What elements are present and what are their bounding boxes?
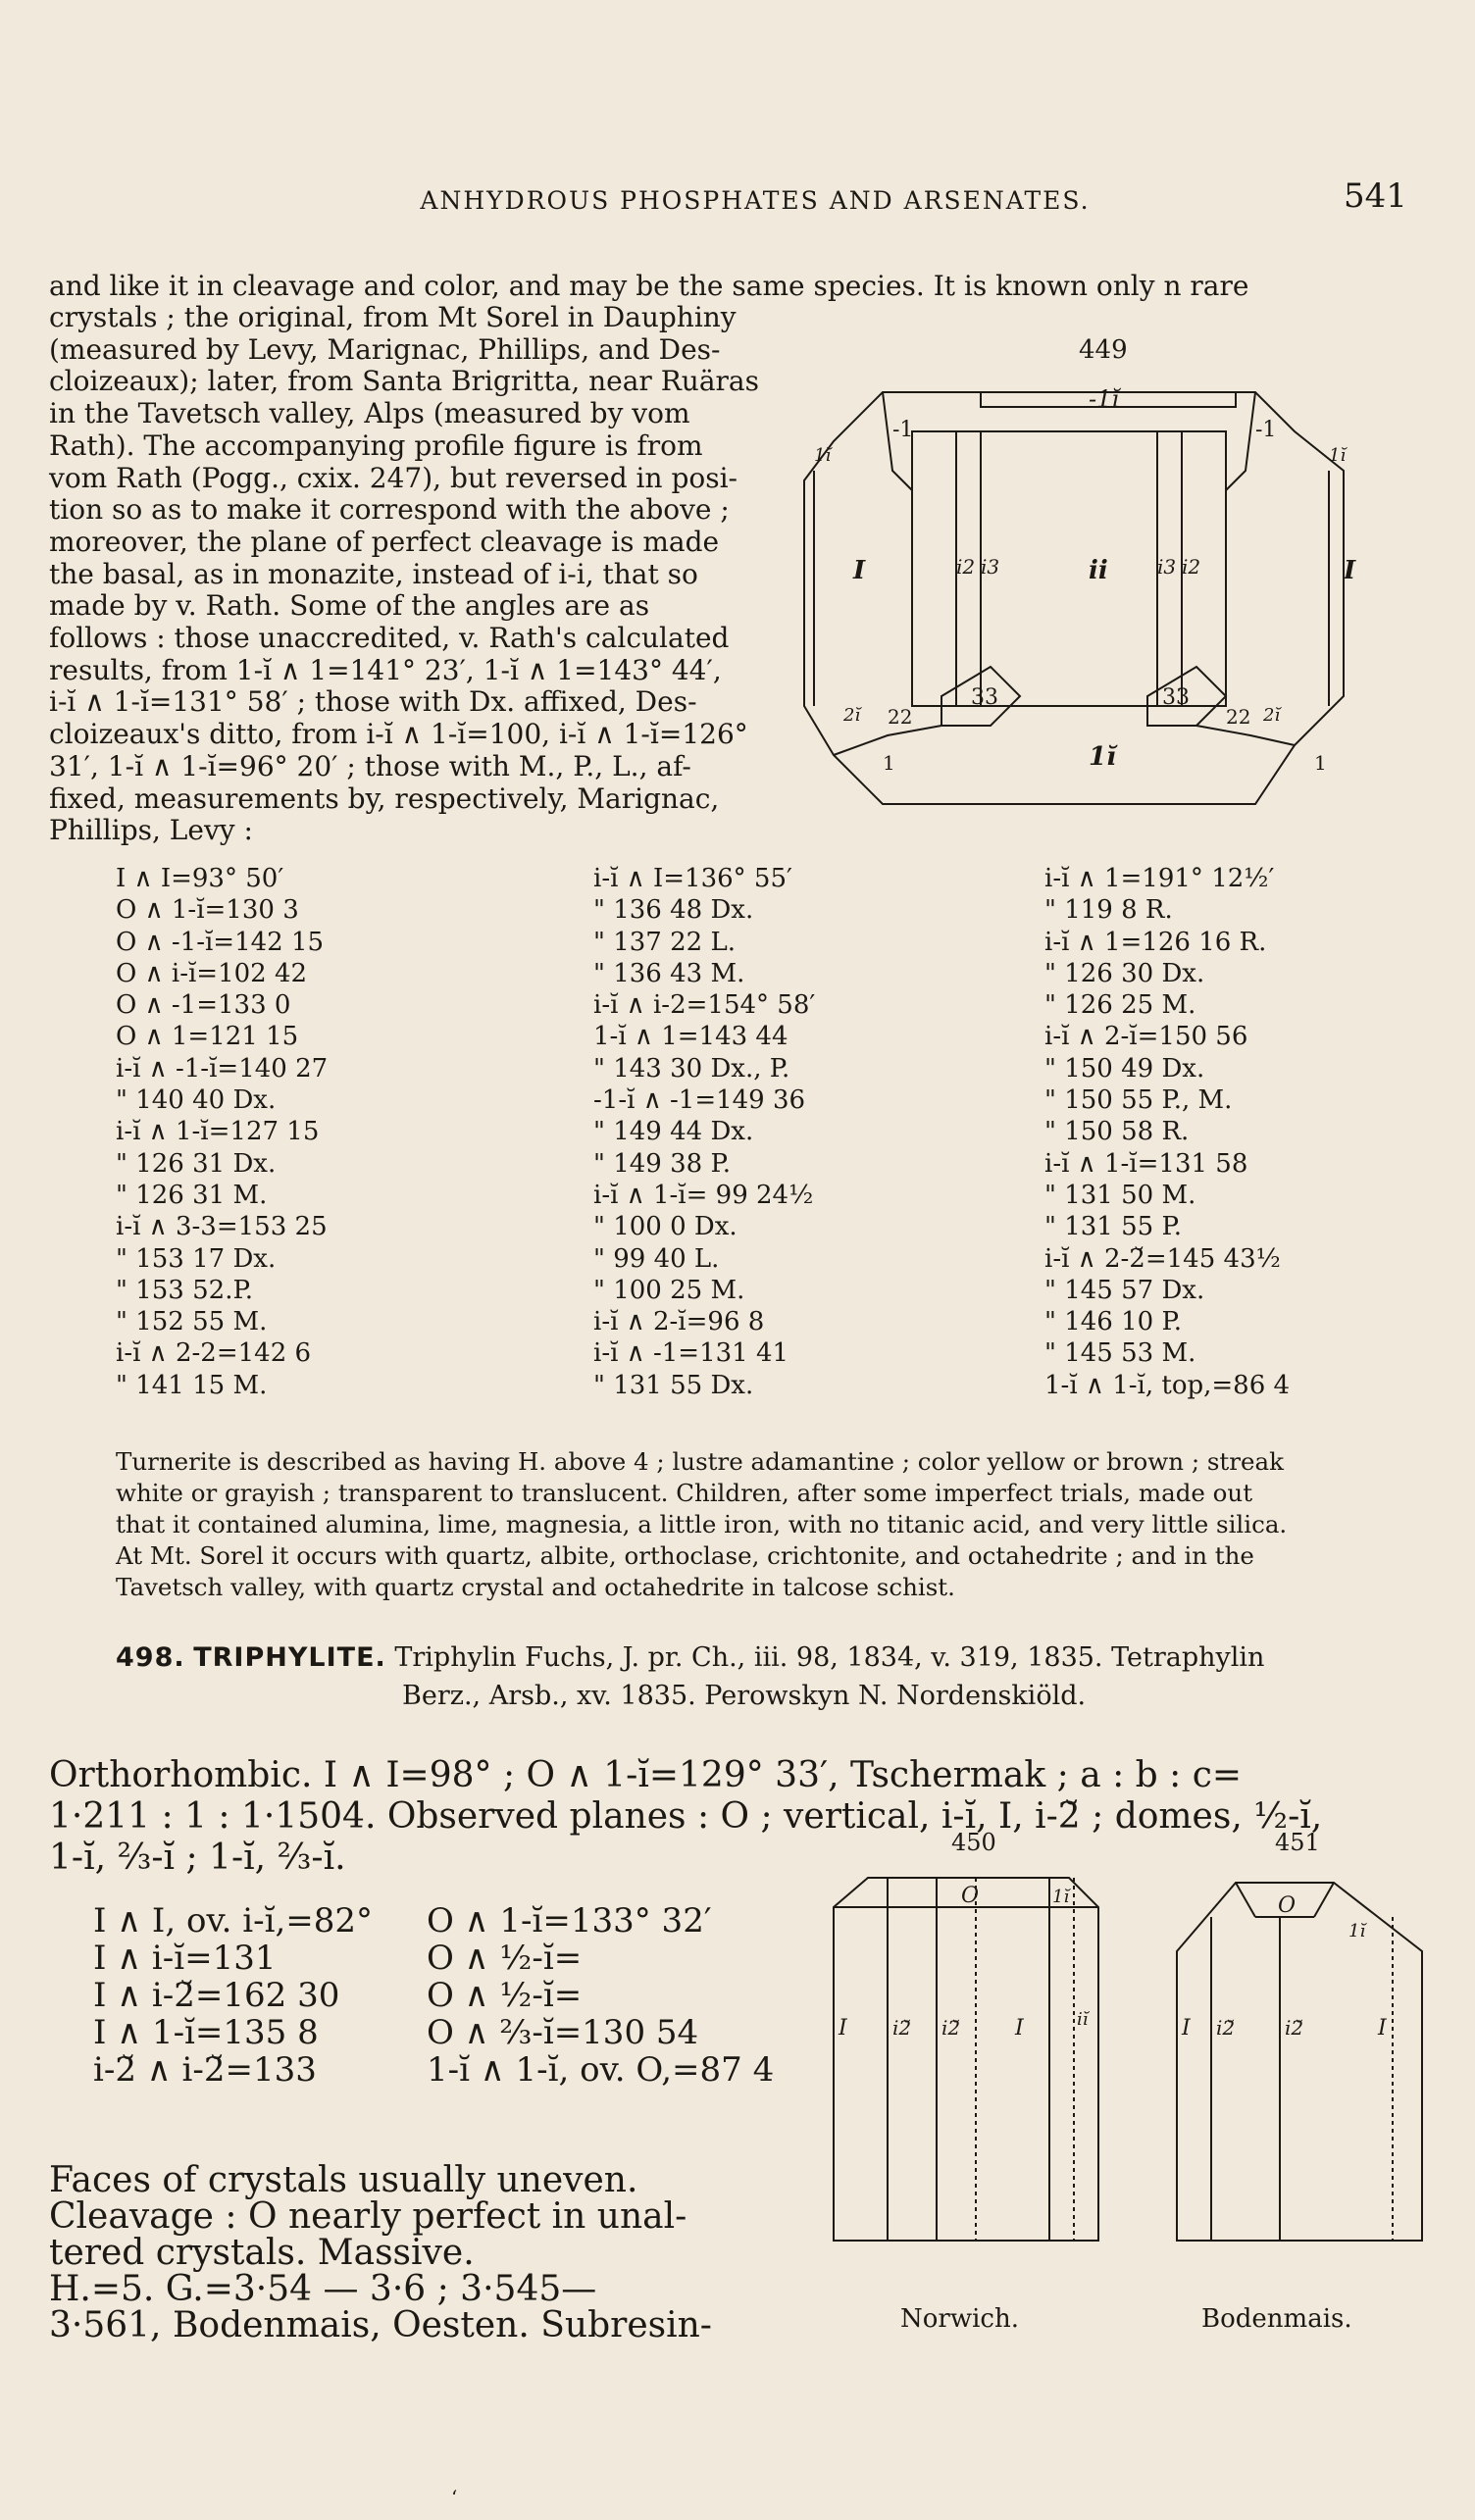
angle-pair-row: [93, 1977, 774, 2014]
angle-row: i-ĭ ∧ -1=131 41: [593, 1338, 789, 1369]
angle-row: " 153 52.P.: [116, 1275, 253, 1305]
angle-row: i-ĭ ∧ I=136° 55′: [593, 864, 792, 893]
angle-row: i-ĭ ∧ 1-ĭ=131 58: [1044, 1148, 1248, 1179]
intro-line: made by v. Rath. Some of the angles are as: [49, 589, 650, 623]
angle-right: 1-ĭ ∧ 1-ĭ, ov. O,=87 4: [427, 2050, 775, 2090]
fig449-label-neg1: -1: [892, 418, 914, 442]
fig449-label-2i: 2ĭ: [843, 705, 861, 726]
angle-left: I ∧ i-2̆=162 30: [93, 1976, 340, 2015]
angle-row: " 131 55 P.: [1044, 1212, 1182, 1242]
intro-line: cloizeaux's ditto, from i-ĭ ∧ 1-ĭ=100, i-ĭ ∧ 1-ĭ=126°: [49, 718, 748, 751]
fig450-label-i2: i2̆: [892, 2016, 912, 2040]
fig450-label-1i: 1ĭ: [1052, 1887, 1070, 1907]
angle-row: 1-ĭ ∧ 1-ĭ, top,=86 4: [1044, 1370, 1291, 1400]
species-heading: [116, 1642, 1264, 1673]
physical-properties: [49, 2162, 712, 2344]
fig451-label-1i: 1ĭ: [1348, 1921, 1366, 1941]
species-name: TRIPHYLITE.: [193, 1642, 386, 1673]
angle-row: i-ĭ ∧ -1-ĭ=140 27: [116, 1053, 329, 1084]
angle-row: " 150 58 R.: [1044, 1117, 1190, 1147]
angle-row: " 119 8 R.: [1044, 895, 1173, 926]
angle-left: i-2̆ ∧ i-2̆=133: [93, 2050, 317, 2090]
paragraph-line: Turnerite is described as having H. above 4 ; lustre adamantine ; color yellow or brown ; streak: [116, 1447, 1284, 1476]
fig450-label-i: I: [839, 2016, 847, 2041]
intro-line: results, from 1-ĭ ∧ 1=141° 23′, 1-ĭ ∧ 1=143° 44′,: [49, 653, 722, 686]
angle-row: O ∧ 1-ĭ=130 3: [116, 895, 299, 926]
fig449-label-i2: i2: [956, 555, 976, 579]
turnerite-paragraph: [116, 1446, 1420, 1603]
fig449-label-neg1: -1: [1255, 418, 1277, 442]
angle-row: " 149 38 P.: [593, 1148, 731, 1179]
triphylite-angles: [93, 1902, 774, 2089]
fig449-label-1: 1: [883, 751, 895, 775]
angle-table-col1: [116, 863, 328, 1401]
fig449-label-33: 33: [971, 685, 998, 710]
intro-line: i-ĭ ∧ 1-ĭ=131° 58′ ; those with Dx. affixed, Des-: [49, 685, 697, 719]
angle-row: " 140 40 Dx.: [116, 1085, 277, 1116]
angle-row: " 143 30 Dx., P.: [593, 1053, 790, 1084]
fig449-label-2i: 2ĭ: [1263, 705, 1281, 726]
angle-row: " 153 17 Dx.: [116, 1243, 277, 1274]
intro-line: fixed, measurements by, respectively, Marignac,: [49, 781, 720, 815]
angle-row: -1-ĭ ∧ -1=149 36: [593, 1085, 806, 1116]
paragraph-line: Tavetsch valley, with quartz crystal and octahedrite in talcose schist.: [116, 1573, 955, 1601]
figure-450-crystal: [824, 1858, 1118, 2250]
intro-line: (measured by Levy, Marignac, Phillips, and Des-: [49, 332, 721, 366]
intro-line: vom Rath (Pogg., cxix. 247), but reversed in posi-: [49, 461, 738, 494]
fig450-label-i2b: i2̆: [941, 2016, 961, 2040]
angle-row: i-ĭ ∧ 1-ĭ= 99 24½: [593, 1180, 814, 1210]
angle-row: " 126 30 Dx.: [1044, 958, 1205, 988]
figure-450-caption: Norwich.: [900, 2304, 1019, 2334]
fig449-label-i-left: I: [853, 556, 866, 585]
angle-row: " 126 31 M.: [116, 1180, 268, 1210]
intro-first-line: and like it in cleavage and color, and may be the same species. It is known only n rare: [49, 270, 1249, 302]
angle-pair-row: [93, 2014, 774, 2051]
paragraph-line: that it contained alumina, lime, magnesia, a little iron, with no titanic acid, and very little silica.: [116, 1510, 1288, 1538]
fig451-label-i-2: I: [1378, 2016, 1387, 2041]
species-number: 498.: [116, 1642, 185, 1673]
angle-row: " 150 49 Dx.: [1044, 1053, 1205, 1084]
angle-row: i-ĭ ∧ 1-ĭ=127 15: [116, 1117, 320, 1147]
ortho-line: Orthorhombic. I ∧ I=98° ; O ∧ 1-ĭ=129° 33′, Tschermak ; a : b : c=: [49, 1755, 1243, 1795]
species-synonymy-1: Triphylin Fuchs, J. pr. Ch., iii. 98, 1834, v. 319, 1835. Tetraphylin: [394, 1642, 1265, 1673]
fig449-label-top: -1ĭ: [1089, 385, 1120, 413]
species-synonymy-2: Berz., Arsb., xv. 1835. Perowskyn N. Nordenskiöld.: [402, 1681, 1087, 1711]
figure-449-number: 449: [1079, 335, 1128, 365]
fig449-label-i2: i2: [1182, 555, 1201, 579]
intro-line: crystals ; the original, from Mt Sorel in Dauphiny: [49, 301, 737, 333]
angle-row: " 136 48 Dx.: [593, 895, 754, 926]
intro-line: Rath). The accompanying profile figure is from: [49, 428, 703, 462]
angle-pair-row: [93, 1940, 774, 1977]
figure-451-crystal: [1167, 1858, 1432, 2250]
angle-row: i-ĭ ∧ 2-2̆=145 43½: [1044, 1243, 1281, 1274]
fig450-label-i-2: I: [1015, 2016, 1024, 2041]
angle-row: " 126 31 Dx.: [116, 1148, 277, 1179]
fig449-label-1i: 1ĭ: [1329, 445, 1347, 466]
paragraph-line: At Mt. Sorel it occurs with quartz, albite, orthoclase, crichtonite, and octahedrite ; and in the: [116, 1541, 1254, 1570]
angle-row: i-ĭ ∧ 1=126 16 R.: [1044, 927, 1267, 957]
intro-line: cloizeaux); later, from Santa Brigritta, near Ruäras: [49, 365, 759, 398]
angle-row: " 136 43 M.: [593, 958, 745, 988]
angle-row: i-ĭ ∧ 3-3=153 25: [116, 1212, 328, 1242]
fig449-label-22: 22: [1226, 705, 1251, 729]
fig451-label-i: I: [1182, 2016, 1191, 2041]
angle-pair-row: [93, 2051, 774, 2089]
angle-row: O ∧ 1=121 15: [116, 1022, 299, 1052]
ortho-line: 1·211 : 1 : 1·1504. Observed planes : O ; vertical, i-ĭ, I, i-2̆ ; domes, ½-ĭ,: [49, 1796, 1323, 1837]
intro-line: 31′, 1-ĭ ∧ 1-ĭ=96° 20′ ; those with M., P., L., af-: [49, 749, 691, 782]
angle-right: O ∧ ½-ĭ=: [427, 1976, 583, 2015]
fig449-label-center: ii: [1089, 556, 1108, 585]
running-header: ANHYDROUS PHOSPHATES AND ARSENATES.: [420, 186, 1091, 215]
figure-451-caption: Bodenmais.: [1201, 2304, 1352, 2334]
faces-line: 3·561, Bodenmais, Oesten. Subresin-: [49, 2305, 712, 2345]
angle-table-col2: [593, 863, 815, 1401]
angle-row: " 100 25 M.: [593, 1275, 745, 1305]
fig449-label-33: 33: [1162, 685, 1190, 710]
angle-left: I ∧ i-ĭ=131: [93, 1939, 277, 1978]
angle-row: " 141 15 M.: [116, 1370, 268, 1400]
figure-451-number: 451: [1275, 1829, 1320, 1856]
intro-line: Phillips, Levy :: [49, 814, 253, 847]
figure-450-number: 450: [951, 1829, 996, 1856]
angle-right: O ∧ ⅔-ĭ=130 54: [427, 2013, 699, 2052]
fig451-label-i2: i2̆: [1216, 2016, 1236, 2040]
angle-row: i-ĭ ∧ 2-ĭ=150 56: [1044, 1022, 1248, 1052]
orthorhombic-description: [49, 1755, 1322, 1879]
angle-row: " 100 0 Dx.: [593, 1212, 738, 1242]
angle-row: O ∧ -1=133 0: [116, 990, 291, 1021]
angle-right: O ∧ ½-ĭ=: [427, 1939, 583, 1978]
figure-449-crystal: [794, 373, 1402, 824]
fig449-label-i3: i3: [1157, 555, 1177, 579]
angle-row: i-ĭ ∧ i-2=154° 58′: [593, 990, 816, 1021]
faces-line: Faces of crystals usually uneven.: [49, 2160, 638, 2200]
intro-line: tion so as to make it correspond with the above ;: [49, 493, 730, 527]
fig449-label-1i: 1ĭ: [814, 445, 832, 466]
angle-pair-row: [93, 1902, 774, 1940]
fig449-label-1: 1: [1314, 751, 1327, 775]
angle-row: 1-ĭ ∧ 1=143 44: [593, 1022, 788, 1052]
fig449-label-i3: i3: [981, 555, 1000, 579]
page-number: 541: [1344, 176, 1407, 216]
angle-row: " 131 50 M.: [1044, 1180, 1196, 1210]
fig450-label-o: O: [961, 1884, 980, 1908]
fig449-label-bottom: 1ĭ: [1089, 742, 1116, 772]
angle-row: i-ĭ ∧ 2-ĭ=96 8: [593, 1307, 765, 1337]
angle-row: " 146 10 P.: [1044, 1307, 1182, 1337]
footer-mark: ‘: [451, 2486, 458, 2509]
angle-row: O ∧ -1-ĭ=142 15: [116, 927, 325, 957]
faces-line: tered crystals. Massive.: [49, 2233, 475, 2273]
faces-line: Cleavage : O nearly perfect in unal-: [49, 2196, 687, 2237]
angle-row: " 126 25 M.: [1044, 990, 1196, 1021]
angle-table-col3: [1044, 863, 1290, 1401]
intro-line: moreover, the plane of perfect cleavage is made: [49, 525, 720, 558]
angle-row: " 145 53 M.: [1044, 1338, 1196, 1369]
faces-line: H.=5. G.=3·54 — 3·6 ; 3·545—: [49, 2269, 597, 2309]
intro-line: follows : those unaccredited, v. Rath's calculated: [49, 622, 730, 655]
angle-row: " 131 55 Dx.: [593, 1370, 754, 1400]
angle-left: I ∧ I, ov. i-ĭ,=82°: [93, 1901, 374, 1940]
angle-row: " 99 40 L.: [593, 1243, 720, 1274]
ortho-line: 1-ĭ, ⅔-ĭ ; 1-ĭ, ⅔-ĭ.: [49, 1838, 346, 1878]
fig450-label-ii: iĭ: [1077, 2009, 1089, 2030]
angle-row: i-ĭ ∧ 2-2=142 6: [116, 1338, 312, 1369]
angle-row: " 137 22 L.: [593, 927, 736, 957]
fig449-label-i-right: I: [1344, 556, 1356, 585]
angle-right: O ∧ 1-ĭ=133° 32′: [427, 1901, 712, 1940]
intro-line: in the Tavetsch valley, Alps (measured by vom: [49, 397, 690, 430]
fig451-label-o: O: [1278, 1893, 1297, 1918]
intro-line: the basal, as in monazite, instead of i-i, that so: [49, 557, 698, 590]
paragraph-line: white or grayish ; transparent to translucent. Children, after some imperfect trials, made out: [116, 1479, 1253, 1507]
angle-row: O ∧ i-ĭ=102 42: [116, 958, 308, 988]
angle-row: " 149 44 Dx.: [593, 1117, 754, 1147]
angle-left: I ∧ 1-ĭ=135 8: [93, 2013, 319, 2052]
angle-row: " 150 55 P., M.: [1044, 1085, 1233, 1116]
angle-row: i-ĭ ∧ 1=191° 12½′: [1044, 864, 1275, 893]
angle-row: " 145 57 Dx.: [1044, 1275, 1205, 1305]
fig449-label-22: 22: [888, 705, 913, 729]
angle-row: " 152 55 M.: [116, 1307, 268, 1337]
fig451-label-i2b: i2̆: [1285, 2016, 1304, 2040]
angle-row: I ∧ I=93° 50′: [116, 864, 284, 893]
